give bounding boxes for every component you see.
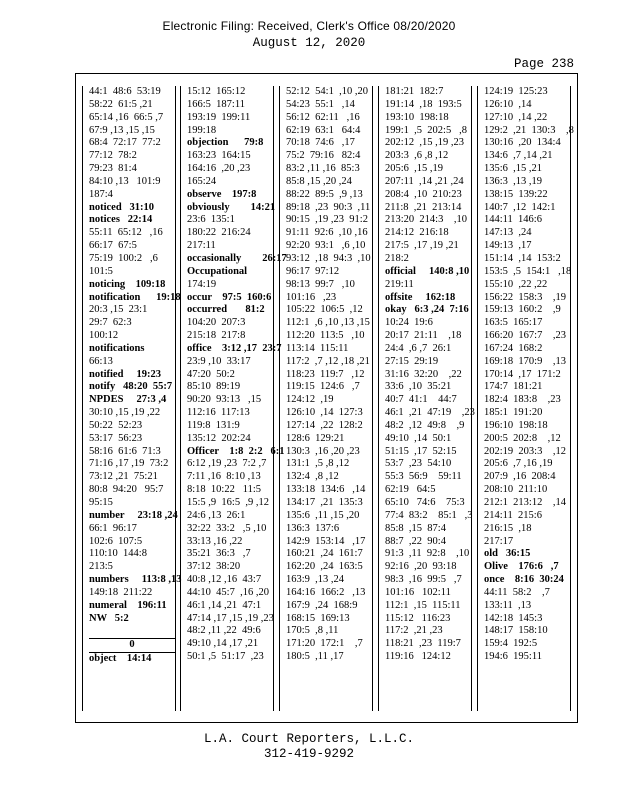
index-reference: 119:16 124:12	[385, 651, 451, 663]
index-reference: 187:4	[89, 188, 113, 200]
index-reference: 112:1 ,6 ,10 ,13 ,15	[286, 317, 370, 329]
index-reference: 27:15 29:19	[385, 355, 439, 367]
index-reference: 55:3 56:9 59:11	[385, 471, 462, 483]
index-reference: 29:7 62:3	[89, 317, 132, 329]
index-reference: 66:13	[89, 355, 113, 367]
index-reference: 77:4 83:2 85:1 ,3	[385, 509, 473, 521]
index-reference: 215:18 217:8	[187, 330, 246, 342]
index-reference: 46:1 ,21 47:19 ,23	[385, 407, 475, 419]
index-reference: 101:16 ,23	[286, 291, 337, 303]
index-reference: 33:13 ,16 ,22	[187, 535, 243, 547]
index-term: notify 48:20 55:7	[89, 381, 173, 393]
index-reference: 53:17 56:23	[89, 432, 143, 444]
index-reference: 208:4 ,10 210:23	[385, 188, 462, 200]
index-reference: 75:2 79:16 82:4	[286, 150, 361, 162]
index-reference: 102:6 107:5	[89, 535, 143, 547]
index-term: obviously 14:21	[187, 201, 276, 213]
index-reference: 164:16 ,20 ,23	[187, 163, 251, 175]
index-reference: 92:16 ,20 93:18	[385, 561, 457, 573]
index-reference: 20:3 ,15 23:1	[89, 304, 148, 316]
index-reference: 207:9 ,16 208:4	[484, 471, 556, 483]
index-reference: 126:10 ,14	[484, 98, 532, 110]
index-reference: 194:6 195:11	[484, 651, 542, 663]
index-reference: 91:3 ,11 92:8 ,10	[385, 548, 470, 560]
index-reference: 163:23 164:15	[187, 150, 251, 162]
index-reference: 151:14 ,14 153:2	[484, 252, 561, 264]
index-column-1	[82, 86, 182, 711]
index-reference: 58:16 61:6 71:3	[89, 445, 161, 457]
index-reference: 185:1 191:20	[484, 407, 543, 419]
index-reference: 156:22 158:3 ,19	[484, 291, 566, 303]
index-reference: 71:16 ,17 ,19 73:2	[89, 458, 169, 470]
index-reference: 112:1 ,15 115:11	[385, 599, 461, 611]
transcript-date: August 12, 2020	[252, 36, 366, 50]
index-reference: 24:6 ,13 26:1	[187, 509, 246, 521]
index-reference: 136:3 137:6	[286, 522, 340, 534]
index-reference: 124:19 125:23	[484, 86, 548, 97]
index-reference: 205:6 ,7 ,16 ,19	[484, 458, 553, 470]
index-reference: 6:12 ,19 ,23 7:2 ,7	[187, 458, 267, 470]
index-reference: 68:4 72:17 77:2	[89, 137, 161, 149]
index-reference: 181:21 182:7	[385, 86, 444, 97]
index-reference: 167:9 ,24 168:9	[286, 599, 358, 611]
index-reference: 147:13 ,24	[484, 227, 532, 239]
index-reference: 88:22 89:5 ,9 ,13	[286, 188, 363, 200]
index-reference: 127:14 ,22 128:2	[286, 419, 363, 431]
index-reference: 129:2 ,21 130:3 ,8	[484, 124, 574, 136]
index-reference: 202:19 203:3 ,12	[484, 445, 566, 457]
index-reference: 101:16 102:11	[385, 586, 451, 598]
index-reference: 193:10 198:18	[385, 111, 449, 123]
index-reference: 142:18 145:3	[484, 612, 543, 624]
index-reference: 130:3 ,16 ,20 ,23	[286, 445, 360, 457]
index-reference: 84:10 ,13 101:9	[89, 175, 161, 187]
index-term: office 3:12 ,17 23:7	[187, 342, 282, 354]
page-number: Page 238	[513, 57, 574, 71]
index-reference: 53:7 ,23 54:10	[385, 458, 452, 470]
index-reference: 213:5	[89, 561, 113, 573]
index-reference: 112:16 117:13	[187, 407, 250, 419]
index-term: notifications	[89, 342, 145, 354]
index-term: occasionally 26:17	[187, 252, 287, 264]
index-reference: 135:6 ,15 ,21	[484, 163, 543, 175]
index-term: 0	[89, 639, 175, 653]
index-reference: 140:7 ,12 142:1	[484, 201, 556, 213]
index-reference: 85:10 89:19	[187, 381, 241, 393]
index-reference: 98:3 ,16 99:5 ,7	[385, 574, 462, 586]
index-reference: 92:20 93:1 ,6 ,10	[286, 240, 366, 252]
index-reference: 10:24 19:6	[385, 317, 433, 329]
index-reference: 199:1 ,5 202:5 ,8	[385, 124, 467, 136]
index-reference: 47:20 50:2	[187, 368, 235, 380]
index-reference: 85:8 ,15 87:4	[385, 522, 446, 534]
index-term: old 36:15	[484, 548, 531, 560]
index-reference: 35:21 36:3 ,7	[187, 548, 251, 560]
index-reference: 202:12 ,15 ,19 ,23	[385, 137, 465, 149]
index-reference: 134:6 ,7 ,14 ,21	[484, 150, 553, 162]
index-reference: 214:12 216:18	[385, 227, 449, 239]
index-reference: 166:5 187:11	[187, 98, 245, 110]
index-reference: 118:21 ,23 119:7	[385, 638, 461, 650]
index-reference: 170:5 ,8 ,11	[286, 625, 339, 637]
index-reference: 54:23 55:1 ,14	[286, 98, 355, 110]
index-reference: 174:19	[187, 278, 217, 290]
index-reference: 65:14 ,16 66:5 ,7	[89, 111, 164, 123]
index-reference: 167:24 168:2	[484, 342, 543, 354]
index-frame	[75, 73, 578, 723]
index-reference: 55:11 65:12 ,16	[89, 227, 163, 239]
index-reference: 33:6 ,10 35:21	[385, 381, 452, 393]
index-reference: 159:4 192:5	[484, 638, 538, 650]
index-reference: 155:10 ,22 ,22	[484, 278, 548, 290]
index-reference: 80:8 94:20 95:7	[89, 484, 164, 496]
index-reference: 163:9 ,13 ,24	[286, 574, 345, 586]
index-reference: 213:20 214:3 ,10	[385, 214, 467, 226]
index-reference: 135:12 202:24	[187, 432, 251, 444]
index-reference: 211:8 ,21 213:14	[385, 201, 462, 213]
index-reference: 128:6 129:21	[286, 432, 345, 444]
index-reference: 196:10 198:18	[484, 419, 548, 431]
index-reference: 51:15 ,17 52:15	[385, 445, 457, 457]
index-reference: 50:1 ,5 51:17 ,23	[187, 651, 264, 663]
filing-stamp: Electronic Filing: Received, Clerk's Office 08/20/2020	[162, 19, 456, 33]
index-reference: 49:10 ,14 50:1	[385, 432, 452, 444]
reporter-phone: 312-419-9292	[263, 747, 354, 761]
index-reference: 218:2	[385, 252, 409, 264]
index-reference: 132:4 ,8 ,12	[286, 471, 339, 483]
index-reference: 50:22 52:23	[89, 419, 143, 431]
index-reference: 160:21 ,24 161:7	[286, 548, 363, 560]
index-term: numeral 196:11	[89, 599, 167, 611]
index-reference	[89, 625, 175, 639]
index-term: number 23:18 ,24	[89, 509, 178, 521]
index-term: notified 19:23	[89, 368, 162, 380]
index-reference: 200:5 202:8 ,12	[484, 432, 561, 444]
index-reference: 56:12 62:11 ,16	[286, 111, 360, 123]
index-reference: 88:7 ,22 90:4	[385, 535, 446, 547]
index-reference: 182:4 183:8 ,23	[484, 394, 561, 406]
index-reference: 95:15	[89, 497, 113, 508]
index-reference: 138:15 139:22	[484, 188, 548, 200]
index-reference: 49:10 ,14 ,17 ,21	[187, 638, 259, 650]
index-term: once 8:16 30:24	[484, 574, 564, 586]
index-reference: 171:20 172:1 ,7	[286, 638, 363, 650]
index-reference: 66:1 96:17	[89, 522, 137, 534]
index-reference: 191:14 ,18 193:5	[385, 98, 462, 110]
index-term: NW 5:2	[89, 612, 129, 624]
index-reference: 77:12 78:2	[89, 150, 137, 162]
index-reference: 199:18	[187, 124, 217, 136]
index-reference: 31:16 32:20 ,22	[385, 368, 462, 380]
index-reference: 101:5	[89, 265, 113, 277]
index-reference: 153:5 ,5 154:1 ,18	[484, 265, 572, 277]
index-reference: 217:17	[484, 535, 514, 547]
index-term: occurred 81:2	[187, 304, 265, 316]
index-reference: 212:1 213:12 ,14	[484, 497, 566, 508]
index-reference: 30:10 ,15 ,19 ,22	[89, 407, 161, 419]
index-reference: 119:15 124:6 ,7	[286, 381, 360, 393]
index-reference: 149:13 ,17	[484, 240, 532, 252]
index-term: okay 6:3 ,24 7:16	[385, 304, 469, 316]
index-reference: 93:12 ,18 94:3 ,10	[286, 252, 371, 264]
index-reference: 90:15 ,19 ,23 91:2	[286, 214, 368, 226]
index-reference: 110:10 144:8	[89, 548, 147, 560]
index-reference: 126:10 ,14 127:3	[286, 407, 363, 419]
index-reference: 130:16 ,20 134:4	[484, 137, 561, 149]
index-reference: 79:23 81:4	[89, 163, 137, 175]
index-reference: 165:24	[187, 175, 217, 187]
index-term: observe 197:8	[187, 188, 257, 200]
index-reference: 104:20 207:3	[187, 317, 246, 329]
index-reference: 83:2 ,11 ,16 85:3	[286, 163, 360, 175]
index-reference: 85:8 ,15 ,20 ,24	[286, 175, 352, 187]
index-term: NPDES 27:3 ,4	[89, 394, 167, 406]
index-reference: 133:11 ,13	[484, 599, 532, 611]
index-reference: 90:20 93:13 ,15	[187, 394, 262, 406]
index-term: numbers 113:8 ,13	[89, 574, 182, 586]
index-column-4	[378, 86, 475, 711]
index-reference: 100:12	[89, 330, 119, 342]
index-reference: 73:12 ,21 75:21	[89, 471, 158, 483]
index-reference: 96:17 97:12	[286, 265, 340, 277]
index-reference: 24:4 ,6 ,7 26:1	[385, 342, 452, 354]
index-reference: 148:17 158:10	[484, 625, 548, 637]
index-reference: 127:10 ,14 ,22	[484, 111, 548, 123]
index-reference: 37:12 38:20	[187, 561, 241, 573]
index-reference: 62:19 63:1 64:4	[286, 124, 361, 136]
index-reference: 118:23 119:7 ,12	[286, 368, 365, 380]
index-reference: 91:11 92:6 ,10 ,16	[286, 227, 368, 239]
index-reference: 163:5 165:17	[484, 317, 543, 329]
index-reference: 219:11	[385, 278, 414, 290]
index-reference: 67:9 ,13 ,15 ,15	[89, 124, 155, 136]
index-reference: 40:8 ,12 ,16 43:7	[187, 574, 262, 586]
index-reference: 142:9 153:14 ,17	[286, 535, 366, 547]
index-reference: 214:11 215:6	[484, 509, 542, 521]
index-term: Occupational	[187, 265, 248, 277]
index-reference: 207:11 ,14 ,21 ,24	[385, 175, 464, 187]
index-reference: 133:18 134:6 ,14	[286, 484, 366, 496]
index-reference: 193:19 199:11	[187, 111, 251, 123]
index-reference: 180:22 216:24	[187, 227, 251, 239]
index-reference: 136:3 ,13 ,19	[484, 175, 543, 187]
index-reference: 20:17 21:11 ,18	[385, 330, 462, 342]
index-reference: 208:10 211:10	[484, 484, 548, 496]
index-reference: 159:13 160:2 ,9	[484, 304, 561, 316]
index-reference: 162:20 ,24 163:5	[286, 561, 363, 573]
index-reference: 44:11 58:2 ,7	[484, 586, 550, 598]
index-column-2	[180, 86, 287, 711]
index-reference: 23:6 135:1	[187, 214, 235, 226]
index-reference: 52:12 54:1 ,10 ,20	[286, 86, 368, 97]
index-reference: 105:22 106:5 ,12	[286, 304, 363, 316]
index-reference: 7:11 ,16 8:10 ,13	[187, 471, 261, 483]
index-reference: 44:10 45:7 ,16 ,20	[187, 586, 269, 598]
index-reference: 47:14 ,17 ,15 ,19 ,23	[187, 612, 274, 624]
index-reference: 8:18 10:22 11:5	[187, 484, 261, 496]
index-reference: 62:19 64:5	[385, 484, 436, 496]
index-term: Olive 176:6 ,7	[484, 561, 559, 573]
index-reference: 217:5 ,17 ,19 ,21	[385, 240, 459, 252]
index-reference: 58:22 61:5 ,21	[89, 98, 153, 110]
index-reference: 174:7 181:21	[484, 381, 543, 393]
index-reference: 180:5 ,11 ,17	[286, 651, 344, 663]
index-reference: 46:1 ,14 ,21 47:1	[187, 599, 262, 611]
index-reference: 65:10 74:6 75:3	[385, 497, 465, 508]
index-reference: 169:18 170:9 ,13	[484, 355, 566, 367]
index-reference: 135:6 ,11 ,15 ,20	[286, 509, 360, 521]
index-reference: 168:15 169:13	[286, 612, 350, 624]
index-reference: 32:22 33:2 ,5 ,10	[187, 522, 267, 534]
index-reference: 170:14 ,17 171:2	[484, 368, 561, 380]
index-reference: 40:7 41:1 44:7	[385, 394, 457, 406]
index-term: official 140:8 ,10	[385, 265, 470, 277]
index-reference: 166:20 167:7 ,23	[484, 330, 566, 342]
index-reference: 48:2 ,11 ,22 49:6	[187, 625, 261, 637]
index-reference: 124:12 ,19	[286, 394, 334, 406]
index-term: objection 79:8	[187, 137, 264, 149]
index-term: offsite 162:18	[385, 291, 456, 303]
index-reference: 112:20 113:5 ,10	[286, 330, 365, 342]
index-reference: 66:17 67:5	[89, 240, 137, 252]
index-reference: 115:12 116:23	[385, 612, 451, 624]
index-reference: 149:18 211:22	[89, 586, 153, 598]
index-reference: 15:5 ,9 16:5 ,9 ,12	[187, 497, 269, 508]
index-reference: 44:1 48:6 53:19	[89, 86, 161, 97]
index-reference: 164:16 166:2 ,13	[286, 586, 366, 598]
index-term: noticed 31:10	[89, 201, 155, 213]
index-term: notification 19:18	[89, 291, 181, 303]
index-column-3	[279, 86, 373, 711]
index-reference: 117:2 ,21 ,23	[385, 625, 443, 637]
index-reference: 117:2 ,7 ,12 ,18 ,21	[286, 355, 370, 367]
index-column-5	[477, 86, 574, 711]
index-reference: 205:6 ,15 ,19	[385, 163, 444, 175]
index-term: Officer 1:8 2:2 6:1	[187, 445, 285, 457]
index-term: notices 22:14	[89, 214, 153, 226]
index-reference: 48:2 ,12 49:8 ,9	[385, 419, 465, 431]
index-reference: 217:11	[187, 240, 216, 252]
index-reference: 119:8 131:9	[187, 419, 240, 431]
index-term: occur 97:5 160:6	[187, 291, 272, 303]
index-reference: 15:12 165:12	[187, 86, 246, 97]
index-reference: 134:17 ,21 135:3	[286, 497, 363, 508]
index-reference: 113:14 115:11	[286, 342, 349, 354]
reporter-company: L.A. Court Reporters, L.L.C.	[203, 732, 415, 746]
index-reference: 131:1 ,5 ,8 ,12	[286, 458, 350, 470]
index-reference: 144:11 146:6	[484, 214, 542, 226]
index-reference: 23:9 ,10 33:17	[187, 355, 251, 367]
index-reference: 89:18 ,23 90:3 ,11	[286, 201, 371, 213]
index-reference: 70:18 74:6 ,17	[286, 137, 355, 149]
index-reference: 75:19 100:2 ,6	[89, 252, 158, 264]
index-reference: 203:3 ,6 ,8 ,12	[385, 150, 449, 162]
index-term: noticing 109:18	[89, 278, 166, 290]
index-reference: 98:13 99:7 ,10	[286, 278, 355, 290]
index-reference: 216:15 ,18	[484, 522, 532, 534]
index-term: object 14:14	[89, 653, 152, 665]
